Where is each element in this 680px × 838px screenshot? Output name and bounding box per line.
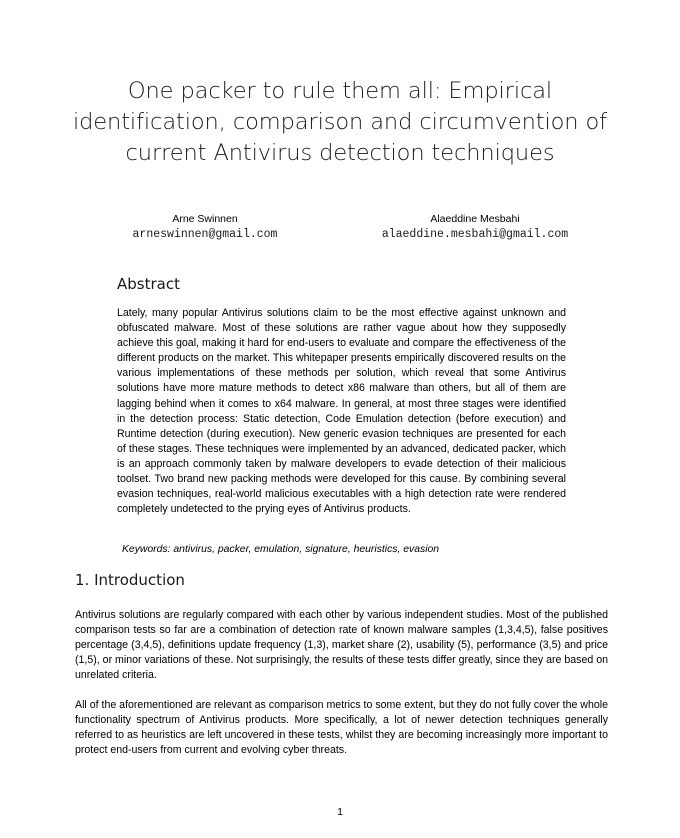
introduction-paragraph: All of the aforementioned are relevant as comparison metrics to some extent, but they do not fully cover the whole functionality spectrum of Antivirus products. More specifically, a lot of newer detection techniques generally referred to as heuristics are left uncovered in these tests, whilst they are becoming increasingly more important to protect end-users from current and evolving cyber threats. xyxy=(75,699,608,757)
introduction-paragraph: Antivirus solutions are regularly compared with each other by various independent studies. Most of the published comparison tests so far are a combination of detection rate of known malware samples (1,3,4,5), false positives percentage (3,4,5), definitions update frequency (1,3), market share (2), usability (5), performance (3,5) and price (1,5), or minor variations of these. Not surprisingly, the results of these tests differ greatly, since they are based on unrelated criteria. xyxy=(75,609,608,682)
author-email[interactable]: arneswinnen@gmail.com xyxy=(132,228,278,241)
abstract-body: Lately, many popular Antivirus solutions claim to be the most effective against unknown and obfuscated malware. Most of these solutions are rather vague about how they supposedly achieve this goal, making it hard for end-users to evaluate and compare the effectiveness of the different products on the market. This whitepaper presents empirically discovered results on the various implementations of these methods per solution, which reveal that some Antivirus solutions have more mature methods to detect x86 malware than others, but all of them are lagging behind when it comes to x64 malware. In general, at most three stages were identified in the detection process: Static detection, Code Emulation detection (before execution) and Runtime detection (during execution). New generic evasion techniques are presented for each of these stages. These techniques were implemented by an advanced, dedicated packer, which is an approach commonly taken by malware developers to evade detection of their malicious toolset. Two brand new packing methods were developed for this cause. By combining several evasion techniques, real-world malicious executables with a high detection rate were rendered completely undetected to the prying eyes of Antivirus products. xyxy=(117,307,566,516)
paper-title xyxy=(60,76,620,169)
author-entry-2 xyxy=(340,212,610,243)
author-email[interactable]: alaeddine.mesbahi@gmail.com xyxy=(381,228,569,241)
author-name: Alaeddine Mesbahi xyxy=(430,213,520,225)
title-line-3: current Antivirus detection techniques xyxy=(125,140,555,166)
author-block xyxy=(70,212,610,243)
abstract-heading: Abstract xyxy=(117,275,180,293)
author-entry-1 xyxy=(70,212,340,243)
title-line-1: One packer to rule them all: Empirical xyxy=(127,78,553,104)
page-number: 1 xyxy=(337,806,343,818)
author-name: Arne Swinnen xyxy=(172,213,238,225)
keywords-line: Keywords: antivirus, packer, emulation, signature, heuristics, evasion xyxy=(122,544,440,555)
title-line-2: identification, comparison and circumvention of xyxy=(72,109,608,135)
introduction-heading: 1. Introduction xyxy=(75,571,185,589)
